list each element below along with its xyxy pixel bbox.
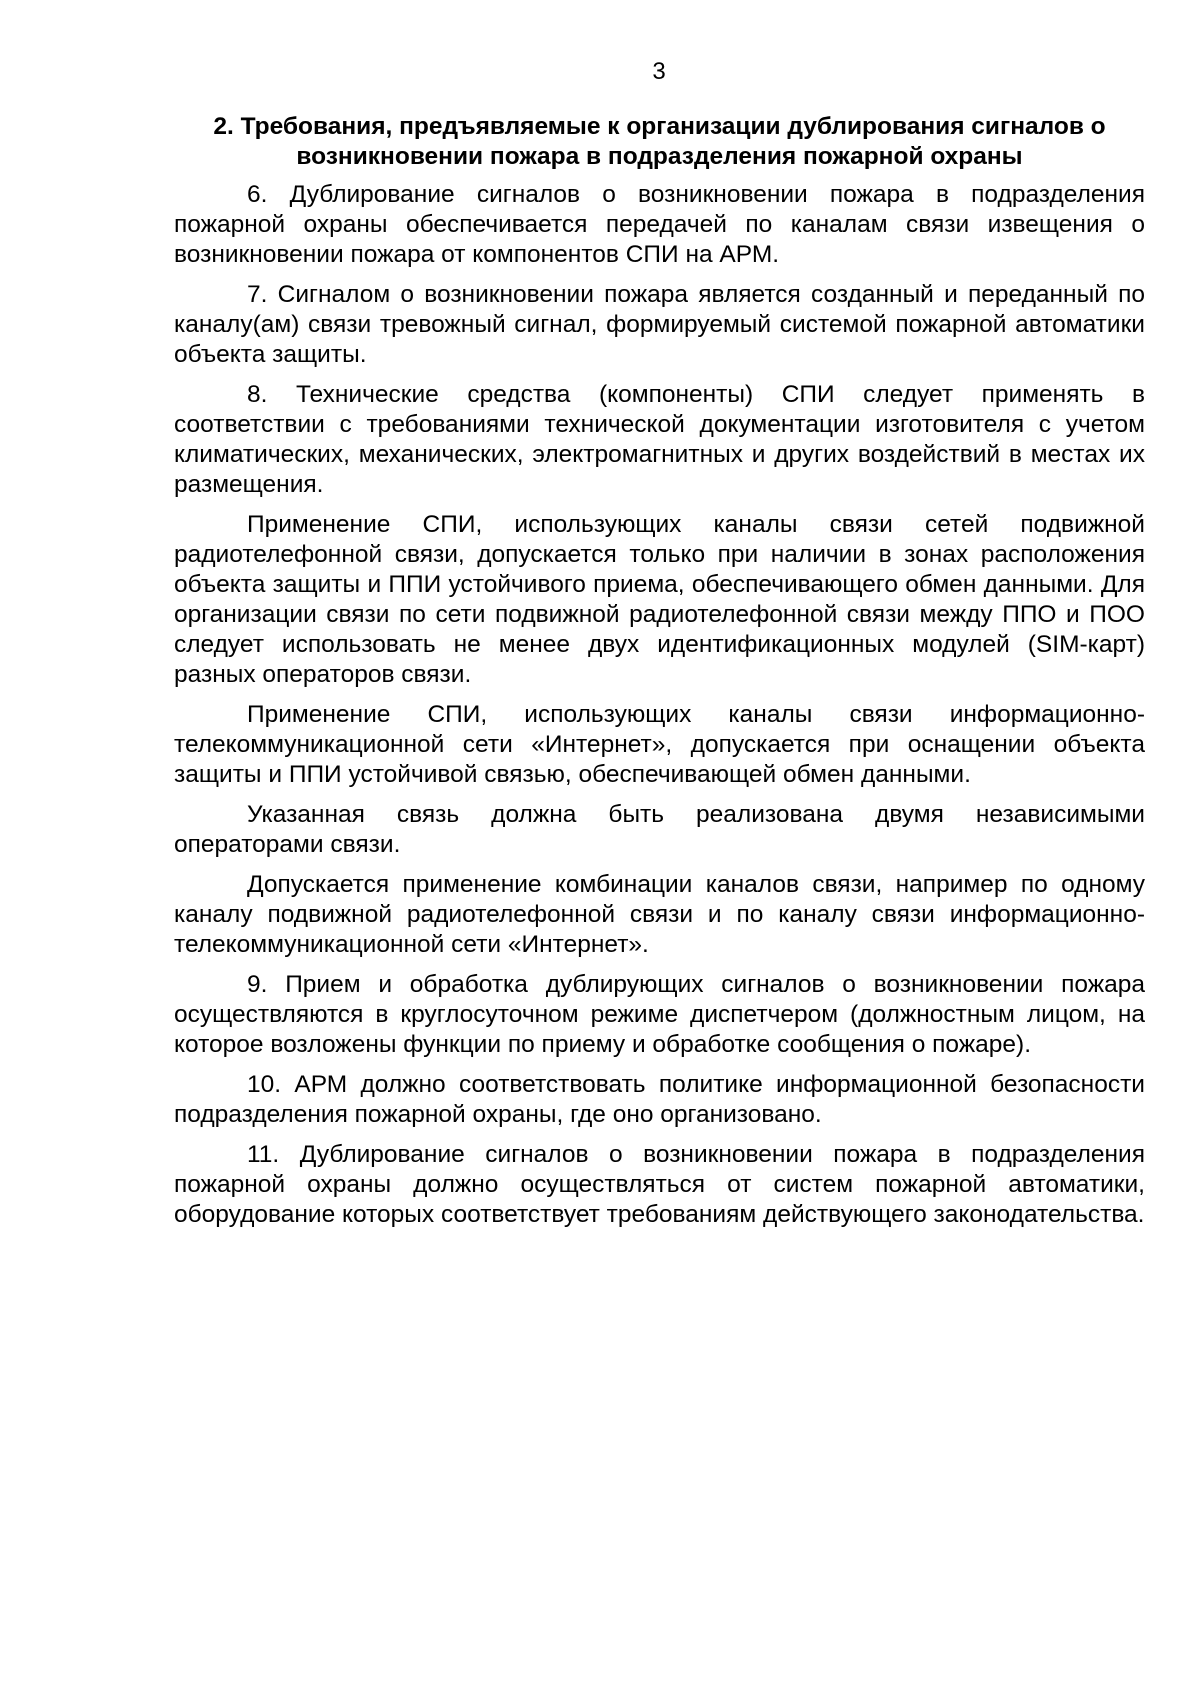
document-body [174,112,1145,1240]
paragraph-8-operators: Указанная связь должна быть реализована двумя независимыми операторами связи. [174,801,1145,858]
paragraph-8-combination: Допускается применение комбинации каналов связи, например по одному каналу подвижной радиотелефонной связи и по каналу связи информационно-телекоммуникационной сети «Интернет». [174,871,1145,958]
paragraph-7: 7. Сигналом о возникновении пожара является созданный и переданный по каналу(ам) связи тревожный сигнал, формируемый системой пожарной автоматики объекта защиты. [174,281,1145,368]
paragraph-9: 9. Прием и обработка дублирующих сигналов о возникновении пожара осуществляются в круглосуточном режиме диспетчером (должностным лицом, на которое возложены функции по приему и обработке сообщения о пожаре). [174,971,1145,1058]
page-number: 3 [652,58,666,85]
paragraph-8-internet: Применение СПИ, использующих каналы связи информационно-телекоммуникационной сети «Интернет», допускается при оснащении объекта защиты и ППИ устойчивой связью, обеспечивающей обмен данными. [174,701,1145,788]
paragraph-8-mobile-networks: Применение СПИ, использующих каналы связи сетей подвижной радиотелефонной связи, допускается только при наличии в зонах расположения объекта защиты и ППИ устойчивого приема, обеспечивающего обмен данными. Для организации связи по сети подвижной радиотелефонной связи между ППО и ПОО следует использовать не менее двух идентификационных модулей (SIM-карт) разных операторов связи. [174,511,1145,688]
paragraph-10: 10. АРМ должно соответствовать политике информационной безопасности подразделения пожарной охраны, где оно организовано. [174,1071,1145,1128]
paragraph-11: 11. Дублирование сигналов о возникновении пожара в подразделения пожарной охраны должно осуществляться от систем пожарной автоматики, оборудование которых соответствует требованиям действующего законодательства. [174,1141,1145,1228]
paragraph-8: 8. Технические средства (компоненты) СПИ следует применять в соответствии с требованиями технической документации изготовителя с учетом климатических, механических, электромагнитных и других воздействий в местах их размещения. [174,381,1145,498]
section-heading: 2. Требования, предъявляемые к организации дублирования сигналов о возникновении пожара в подразделения пожарной охраны [213,113,1106,170]
paragraph-6: 6. Дублирование сигналов о возникновении пожара в подразделения пожарной охраны обеспечивается передачей по каналам связи извещения о возникновении пожара от компонентов СПИ на АРМ. [174,181,1145,268]
